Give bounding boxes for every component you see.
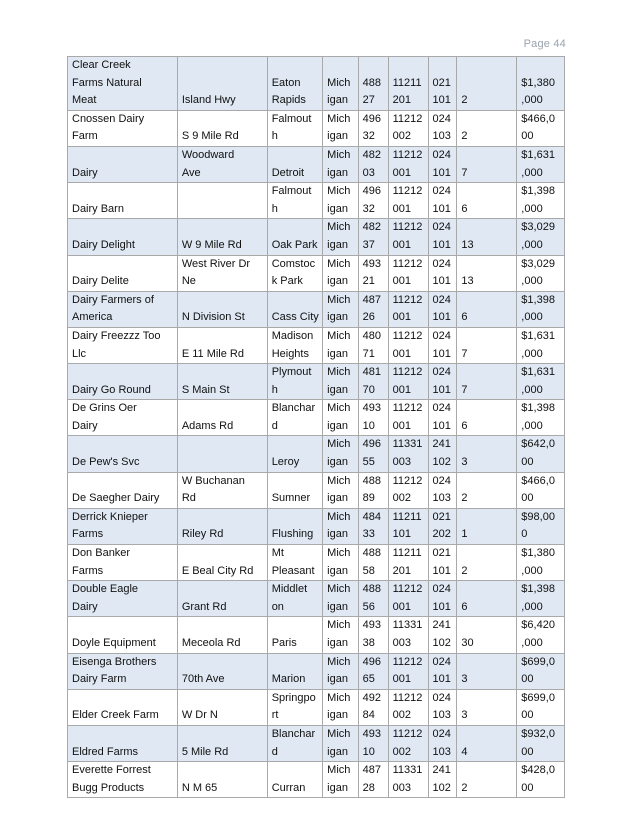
zip-cell: 488 56 <box>358 581 388 617</box>
street-cell: N Division St <box>177 291 267 327</box>
state-cell: Mich igan <box>323 436 359 472</box>
code-cell: 11212 001 <box>388 255 428 291</box>
business-name-cell: Eisenga Brothers Dairy Farm <box>68 653 178 689</box>
sub-code-cell: 024 103 <box>428 472 457 508</box>
sub-code-cell: 024 101 <box>428 364 457 400</box>
city-cell: Flushing <box>267 508 322 544</box>
street-cell: Meceola Rd <box>177 617 267 653</box>
street-cell: S 9 Mile Rd <box>177 110 267 146</box>
count-cell: 2 <box>457 472 517 508</box>
state-cell: Mich igan <box>323 183 359 219</box>
zip-cell: 487 26 <box>358 291 388 327</box>
sub-code-cell: 241 102 <box>428 617 457 653</box>
street-cell: W Dr N <box>177 689 267 725</box>
code-cell: 11212 001 <box>388 400 428 436</box>
zip-cell: 488 89 <box>358 472 388 508</box>
business-name-cell: Dairy <box>68 146 178 182</box>
table-row <box>68 436 565 472</box>
city-cell: Eaton Rapids <box>267 57 322 111</box>
count-cell: 1 <box>457 508 517 544</box>
count-cell: 2 <box>457 545 517 581</box>
state-cell: Mich igan <box>323 400 359 436</box>
page-number: Page 44 <box>523 38 566 50</box>
zip-cell: 487 28 <box>358 762 388 798</box>
sub-code-cell: 024 101 <box>428 183 457 219</box>
code-cell: 11211 101 <box>388 508 428 544</box>
zip-cell: 496 32 <box>358 183 388 219</box>
business-name-cell: De Grins Oer Dairy <box>68 400 178 436</box>
count-cell: 2 <box>457 110 517 146</box>
table-row <box>68 57 565 111</box>
state-cell: Mich igan <box>323 364 359 400</box>
street-cell: Grant Rd <box>177 581 267 617</box>
city-cell: Cass City <box>267 291 322 327</box>
value-cell: $466,0 00 <box>517 110 565 146</box>
street-cell: Woodward Ave <box>177 146 267 182</box>
value-cell: $1,398 ,000 <box>517 400 565 436</box>
code-cell: 11212 002 <box>388 472 428 508</box>
zip-cell: 480 71 <box>358 327 388 363</box>
value-cell: $466,0 00 <box>517 472 565 508</box>
sub-code-cell: 021 101 <box>428 545 457 581</box>
value-cell: $428,0 00 <box>517 762 565 798</box>
sub-code-cell: 024 101 <box>428 400 457 436</box>
code-cell: 11212 001 <box>388 581 428 617</box>
city-cell: Springpo rt <box>267 689 322 725</box>
state-cell: Mich igan <box>323 581 359 617</box>
business-name-cell: De Saegher Dairy <box>68 472 178 508</box>
street-cell <box>177 183 267 219</box>
count-cell: 2 <box>457 57 517 111</box>
count-cell: 6 <box>457 400 517 436</box>
state-cell: Mich igan <box>323 110 359 146</box>
count-cell: 2 <box>457 762 517 798</box>
zip-cell: 496 65 <box>358 653 388 689</box>
count-cell: 30 <box>457 617 517 653</box>
count-cell: 13 <box>457 219 517 255</box>
sub-code-cell: 024 101 <box>428 219 457 255</box>
table-row <box>68 219 565 255</box>
count-cell: 6 <box>457 291 517 327</box>
value-cell: $932,0 00 <box>517 725 565 761</box>
street-cell: W Buchanan Rd <box>177 472 267 508</box>
table-row <box>68 545 565 581</box>
business-name-cell: Dairy Freezzz Too Llc <box>68 327 178 363</box>
city-cell: Curran <box>267 762 322 798</box>
city-cell: Falmout h <box>267 110 322 146</box>
table-row <box>68 255 565 291</box>
value-cell: $1,398 ,000 <box>517 291 565 327</box>
street-cell <box>177 436 267 472</box>
street-cell: Island Hwy <box>177 57 267 111</box>
code-cell: 11212 001 <box>388 146 428 182</box>
value-cell: $98,00 0 <box>517 508 565 544</box>
street-cell: 5 Mile Rd <box>177 725 267 761</box>
value-cell: $1,631 ,000 <box>517 327 565 363</box>
zip-cell: 493 10 <box>358 400 388 436</box>
value-cell: $1,380 ,000 <box>517 545 565 581</box>
table-row <box>68 110 565 146</box>
sub-code-cell: 241 102 <box>428 762 457 798</box>
table-row <box>68 183 565 219</box>
street-cell: W 9 Mile Rd <box>177 219 267 255</box>
table-row <box>68 653 565 689</box>
code-cell: 11212 002 <box>388 725 428 761</box>
table-row <box>68 364 565 400</box>
code-cell: 11212 001 <box>388 364 428 400</box>
sub-code-cell: 024 103 <box>428 110 457 146</box>
table-row <box>68 725 565 761</box>
street-cell: S Main St <box>177 364 267 400</box>
code-cell: 11331 003 <box>388 436 428 472</box>
zip-cell: 481 70 <box>358 364 388 400</box>
code-cell: 11211 201 <box>388 545 428 581</box>
business-name-cell: Don Banker Farms <box>68 545 178 581</box>
state-cell: Mich igan <box>323 472 359 508</box>
value-cell: $1,631 ,000 <box>517 364 565 400</box>
count-cell: 6 <box>457 581 517 617</box>
city-cell: Paris <box>267 617 322 653</box>
code-cell: 11212 001 <box>388 291 428 327</box>
business-name-cell: Dairy Farmers of America <box>68 291 178 327</box>
count-cell: 13 <box>457 255 517 291</box>
sub-code-cell: 024 101 <box>428 255 457 291</box>
city-cell: Plymout h <box>267 364 322 400</box>
zip-cell: 488 58 <box>358 545 388 581</box>
business-name-cell: Cnossen Dairy Farm <box>68 110 178 146</box>
business-name-cell: Eldred Farms <box>68 725 178 761</box>
city-cell: Sumner <box>267 472 322 508</box>
business-name-cell: Dairy Barn <box>68 183 178 219</box>
state-cell: Mich igan <box>323 725 359 761</box>
value-cell: $6,420 ,000 <box>517 617 565 653</box>
street-cell: West River Dr Ne <box>177 255 267 291</box>
zip-cell: 488 27 <box>358 57 388 111</box>
count-cell: 7 <box>457 146 517 182</box>
street-cell: Adams Rd <box>177 400 267 436</box>
value-cell: $1,631 ,000 <box>517 146 565 182</box>
state-cell: Mich igan <box>323 545 359 581</box>
value-cell: $3,029 ,000 <box>517 255 565 291</box>
city-cell: Marion <box>267 653 322 689</box>
state-cell: Mich igan <box>323 653 359 689</box>
business-name-cell: Doyle Equipment <box>68 617 178 653</box>
value-cell: $1,380 ,000 <box>517 57 565 111</box>
code-cell: 11331 003 <box>388 762 428 798</box>
table-row <box>68 762 565 798</box>
count-cell: 3 <box>457 653 517 689</box>
table-row <box>68 400 565 436</box>
city-cell: Leroy <box>267 436 322 472</box>
state-cell: Mich igan <box>323 146 359 182</box>
state-cell: Mich igan <box>323 57 359 111</box>
table-row <box>68 472 565 508</box>
city-cell: Oak Park <box>267 219 322 255</box>
value-cell: $1,398 ,000 <box>517 581 565 617</box>
business-name-cell: Clear Creek Farms Natural Meat <box>68 57 178 111</box>
business-table <box>67 56 565 798</box>
sub-code-cell: 021 202 <box>428 508 457 544</box>
code-cell: 11331 003 <box>388 617 428 653</box>
table-row <box>68 291 565 327</box>
zip-cell: 482 37 <box>358 219 388 255</box>
table-row <box>68 327 565 363</box>
table-row <box>68 581 565 617</box>
business-name-cell: Dairy Delight <box>68 219 178 255</box>
table-row <box>68 617 565 653</box>
value-cell: $3,029 ,000 <box>517 219 565 255</box>
street-cell: E Beal City Rd <box>177 545 267 581</box>
state-cell: Mich igan <box>323 327 359 363</box>
zip-cell: 493 38 <box>358 617 388 653</box>
value-cell: $699,0 00 <box>517 653 565 689</box>
state-cell: Mich igan <box>323 219 359 255</box>
code-cell: 11212 001 <box>388 183 428 219</box>
city-cell: Madison Heights <box>267 327 322 363</box>
sub-code-cell: 021 101 <box>428 57 457 111</box>
count-cell: 3 <box>457 436 517 472</box>
zip-cell: 493 10 <box>358 725 388 761</box>
street-cell: E 11 Mile Rd <box>177 327 267 363</box>
sub-code-cell: 024 101 <box>428 146 457 182</box>
state-cell: Mich igan <box>323 689 359 725</box>
business-name-cell: Dairy Delite <box>68 255 178 291</box>
sub-code-cell: 024 101 <box>428 291 457 327</box>
code-cell: 11212 002 <box>388 110 428 146</box>
state-cell: Mich igan <box>323 508 359 544</box>
sub-code-cell: 024 103 <box>428 689 457 725</box>
count-cell: 7 <box>457 327 517 363</box>
sub-code-cell: 024 103 <box>428 725 457 761</box>
state-cell: Mich igan <box>323 617 359 653</box>
code-cell: 11211 201 <box>388 57 428 111</box>
table-row <box>68 146 565 182</box>
state-cell: Mich igan <box>323 255 359 291</box>
zip-cell: 496 55 <box>358 436 388 472</box>
zip-cell: 492 84 <box>358 689 388 725</box>
business-name-cell: Everette Forrest Bugg Products <box>68 762 178 798</box>
city-cell: Comstoc k Park <box>267 255 322 291</box>
state-cell: Mich igan <box>323 762 359 798</box>
city-cell: Blanchar d <box>267 400 322 436</box>
value-cell: $1,398 ,000 <box>517 183 565 219</box>
city-cell: Falmout h <box>267 183 322 219</box>
street-cell: Riley Rd <box>177 508 267 544</box>
zip-cell: 482 03 <box>358 146 388 182</box>
count-cell: 6 <box>457 183 517 219</box>
code-cell: 11212 001 <box>388 653 428 689</box>
city-cell: Middlet on <box>267 581 322 617</box>
business-name-cell: Dairy Go Round <box>68 364 178 400</box>
city-cell: Mt Pleasant <box>267 545 322 581</box>
count-cell: 3 <box>457 689 517 725</box>
sub-code-cell: 024 101 <box>428 327 457 363</box>
city-cell: Blanchar d <box>267 725 322 761</box>
business-name-cell: Elder Creek Farm <box>68 689 178 725</box>
zip-cell: 493 21 <box>358 255 388 291</box>
city-cell: Detroit <box>267 146 322 182</box>
sub-code-cell: 024 101 <box>428 581 457 617</box>
sub-code-cell: 241 102 <box>428 436 457 472</box>
value-cell: $642,0 00 <box>517 436 565 472</box>
street-cell: N M 65 <box>177 762 267 798</box>
state-cell: Mich igan <box>323 291 359 327</box>
value-cell: $699,0 00 <box>517 689 565 725</box>
business-name-cell: Derrick Knieper Farms <box>68 508 178 544</box>
business-name-cell: Double Eagle Dairy <box>68 581 178 617</box>
table-row <box>68 689 565 725</box>
zip-cell: 496 32 <box>358 110 388 146</box>
table-row <box>68 508 565 544</box>
zip-cell: 484 33 <box>358 508 388 544</box>
code-cell: 11212 002 <box>388 689 428 725</box>
count-cell: 7 <box>457 364 517 400</box>
count-cell: 4 <box>457 725 517 761</box>
street-cell: 70th Ave <box>177 653 267 689</box>
code-cell: 11212 001 <box>388 327 428 363</box>
business-name-cell: De Pew's Svc <box>68 436 178 472</box>
code-cell: 11212 001 <box>388 219 428 255</box>
sub-code-cell: 024 101 <box>428 653 457 689</box>
